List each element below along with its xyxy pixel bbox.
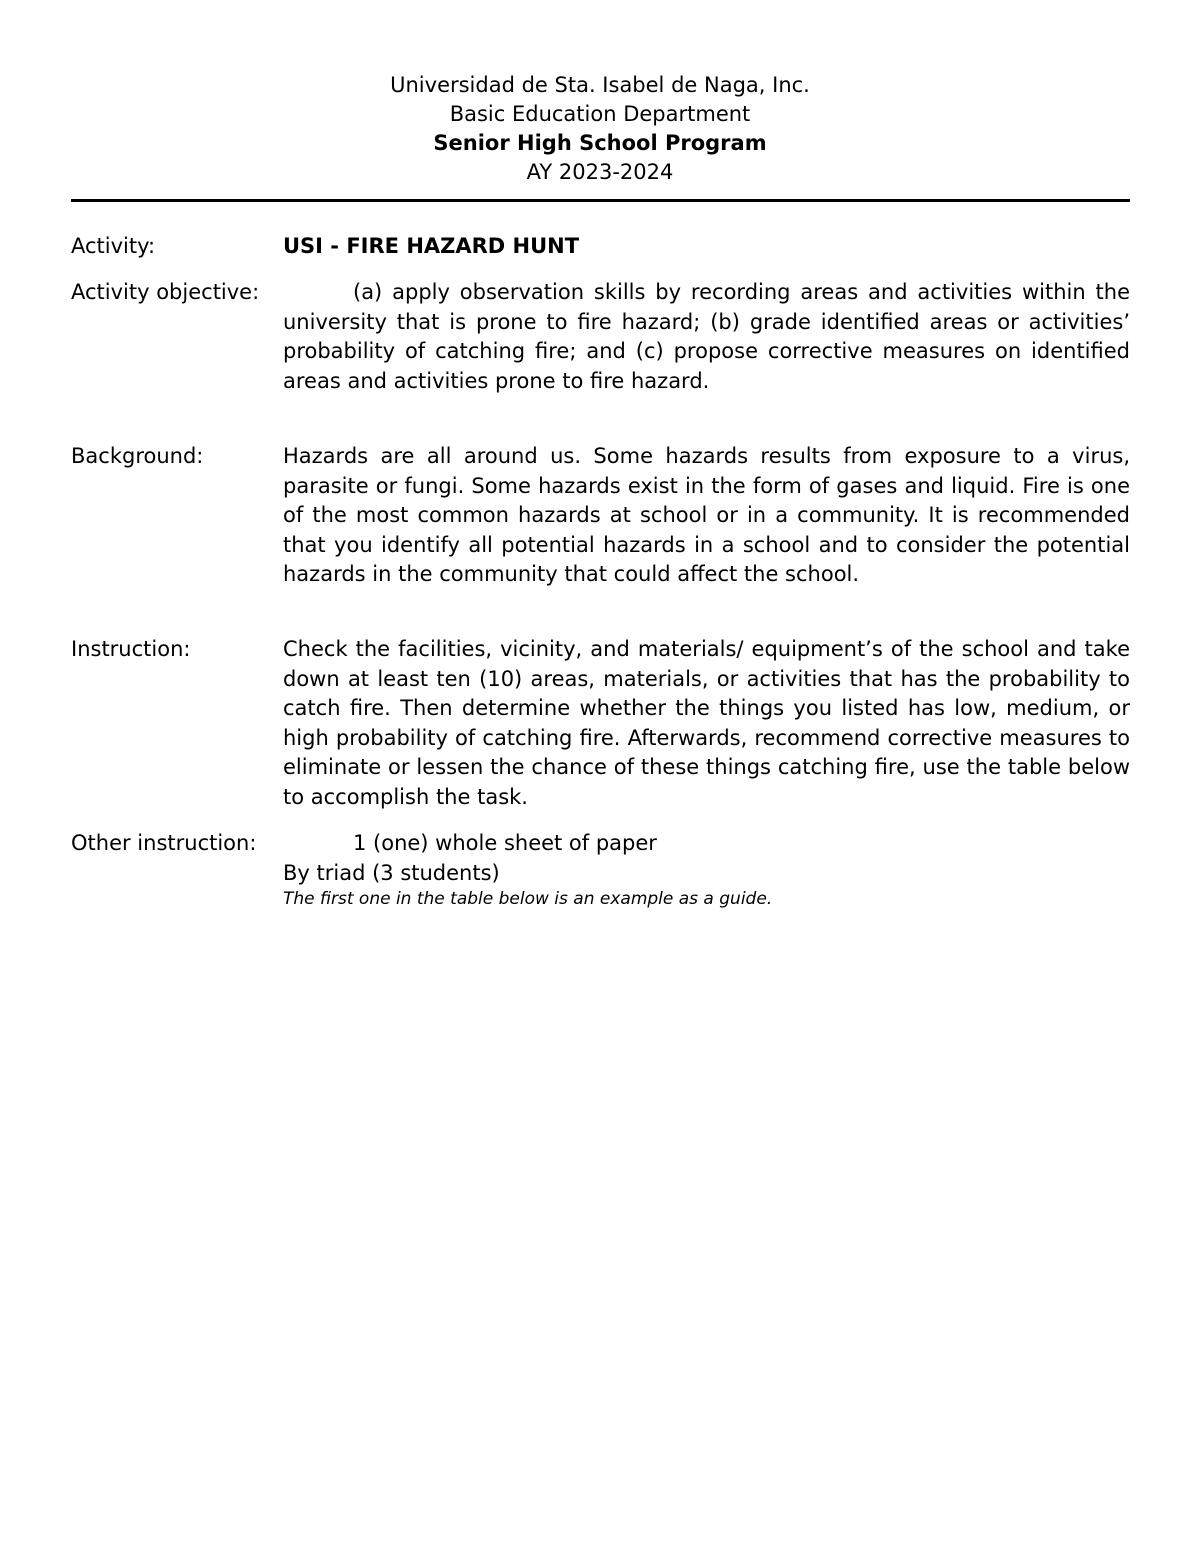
other-instruction-content	[283, 829, 1130, 910]
paper-requirement: 1 (one) whole sheet of paper	[353, 831, 657, 855]
program-name: Senior High School Program	[433, 131, 767, 155]
group-requirement: By triad (3 students)	[283, 860, 500, 885]
activity-title: USI - FIRE HAZARD HUNT	[283, 234, 580, 258]
department-name: Basic Education Department	[449, 102, 751, 126]
instruction-text: Check the facilities, vicinity, and materials/ equipment’s of the school and take down at least ten (10) areas, materials, or activities that has the probability to catch fire. Then determine whether the things you listed has low, medium, or high probability of catching fire. Afterwards, recommend corrective measures to eliminate or lessen the chance of these things catching fire, use the table below to accomplish the task.	[283, 637, 1130, 809]
activity-label: Activity:	[71, 234, 156, 258]
objective-label: Activity objective:	[71, 280, 260, 304]
other-instruction-label: Other instruction:	[71, 831, 257, 855]
document-header	[0, 71, 1200, 187]
example-note: The first one in the table below is an example as a guide.	[283, 889, 773, 910]
objective-text: (a) apply observation skills by recording areas and activities within the university that is prone to fire hazard; (b) grade identified areas or activities’ probability of catching fire; and (c) propose corrective measures on identified areas and activities prone to fire hazard.	[283, 280, 1130, 393]
institution-name: Universidad de Sta. Isabel de Naga, Inc.	[390, 73, 810, 97]
background-label: Background:	[71, 444, 204, 468]
academic-year: AY 2023-2024	[526, 160, 674, 184]
header-divider	[71, 199, 1130, 202]
instruction-label: Instruction:	[71, 637, 191, 661]
background-text: Hazards are all around us. Some hazards results from exposure to a virus, parasite or fungi. Some hazards exist in the form of gases and liquid. Fire is one of the most common hazards at school or in a community. It is recommended that you identify all potential hazards in a school and to consider the potential hazards in the community that could affect the school.	[283, 444, 1130, 587]
